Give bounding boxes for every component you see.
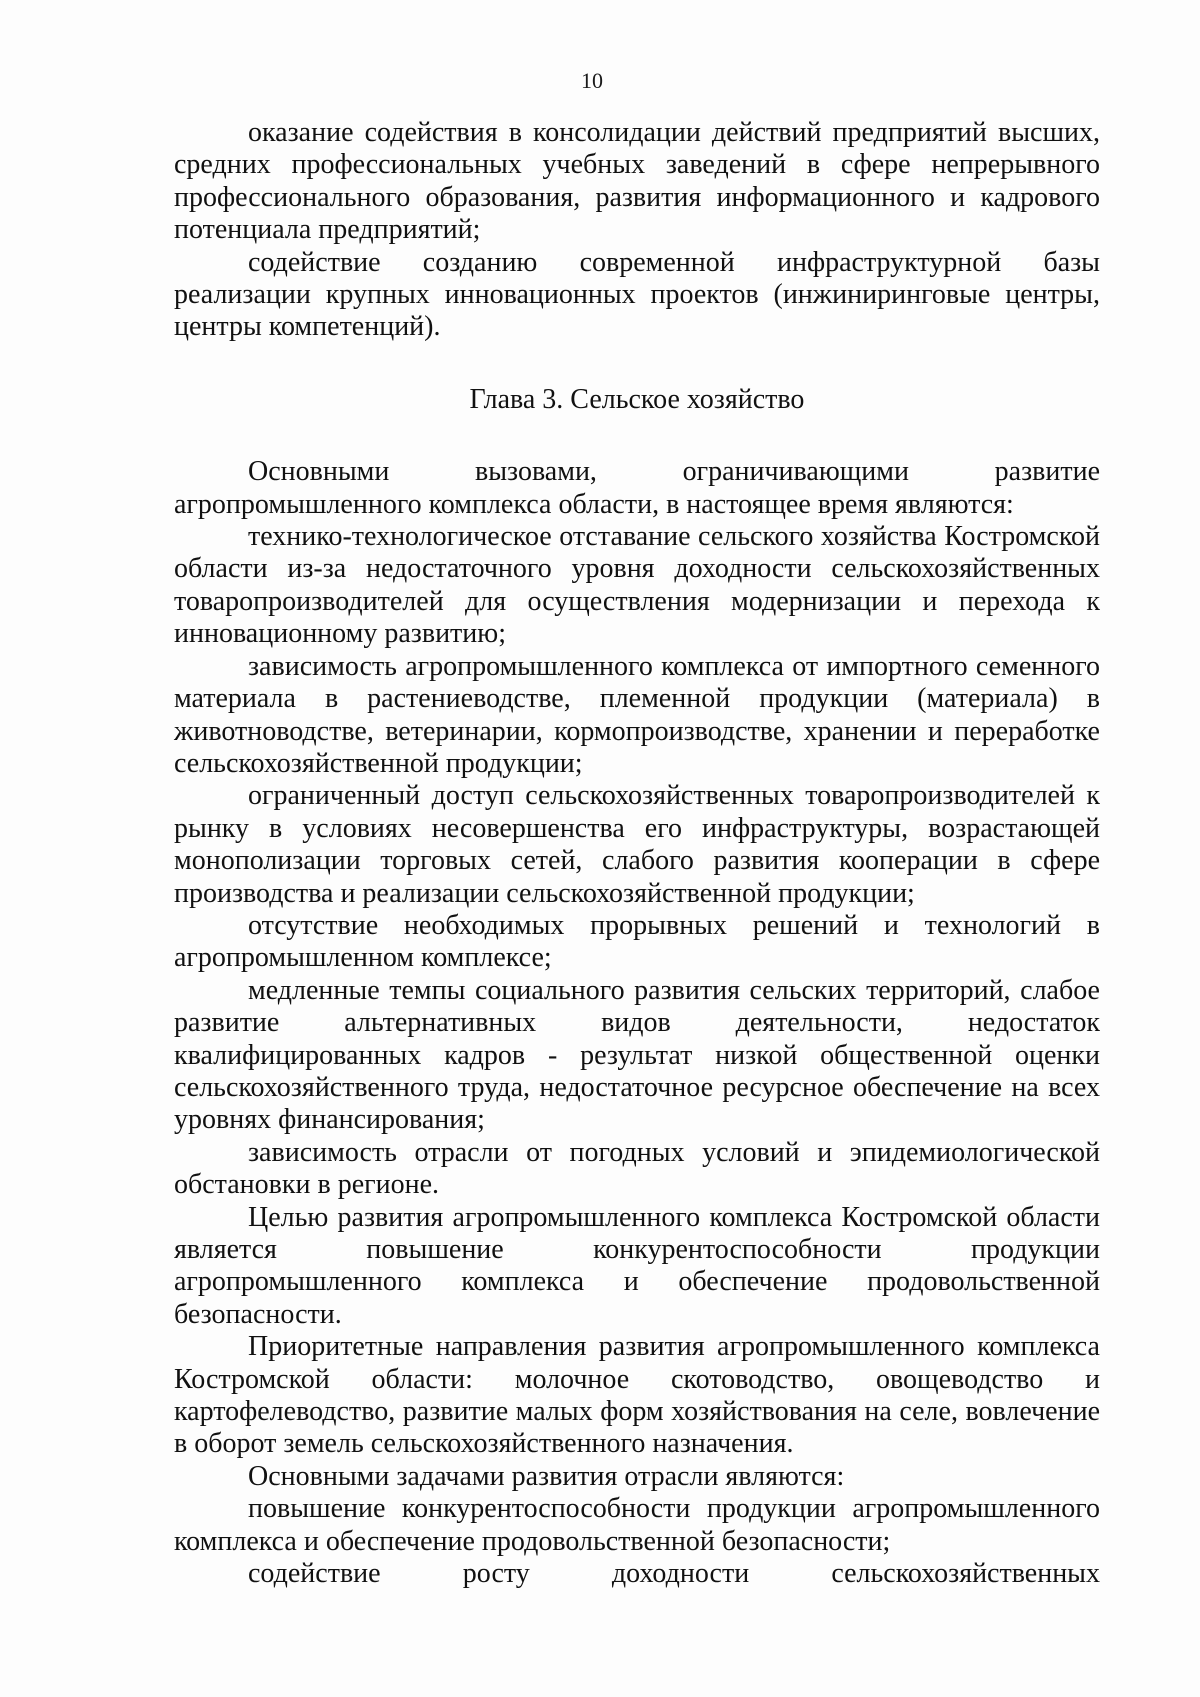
paragraph: медленные темпы социального развития сельских территорий, слабое развитие альтернативных видов деятельности, недостаток квалифицированных кадров - результат низкой общественной оценки сельскохозяйственного труда, недостаточное ресурсное обеспечение на всех уровнях финансирования; [174,974,1100,1136]
paragraph: отсутствие необходимых прорывных решений и технологий в агропромышленном комплексе; [174,909,1100,974]
paragraph: зависимость агропромышленного комплекса от импортного семенного материала в растениеводстве, племенной продукции (материала) в животноводстве, ветеринарии, кормопроизводстве, хранении и переработке сельскохозяйственной продукции; [174,650,1100,779]
document-body [174,117,1100,1590]
paragraph: Целью развития агропромышленного комплекса Костромской области является повышение конкурентоспособности продукции агропромышленного комплекса и обеспечение продовольственной безопасности. [174,1201,1100,1330]
paragraph: оказание содействия в консолидации действий предприятий высших, средних профессиональных учебных заведений в сфере непрерывного профессионального образования, развития информационного и кадрового потенциала предприятий; [174,117,1100,246]
paragraph: содействие созданию современной инфраструктурной базы реализации крупных инновационных проектов (инжиниринговые центры, центры компетенций). [174,246,1100,343]
paragraph: ограниченный доступ сельскохозяйственных товаропроизводителей к рынку в условиях несовершенства его инфраструктуры, возрастающей монополизации торговых сетей, слабого развития кооперации в сфере производства и реализации сельскохозяйственной продукции; [174,780,1100,909]
chapter-title: Глава 3. Сельское хозяйство [469,383,805,415]
paragraph: зависимость отрасли от погодных условий и эпидемиологической обстановки в регионе. [174,1136,1100,1201]
paragraph: повышение конкурентоспособности продукции агропромышленного комплекса и обеспечение продовольственной безопасности; [174,1493,1100,1557]
page-number: 10 [581,68,603,93]
paragraph: технико-технологическое отставание сельского хозяйства Костромской области из-за недостаточного уровня доходности сельскохозяйственных товаропроизводителей для осуществления модернизации и перехода к инновационному развитию; [174,521,1100,650]
paragraph: Приоритетные направления развития агропромышленного комплекса Костромской области: молочное скотоводство, овощеводство и картофелеводство, развитие малых форм хозяйствования на селе, вовлечение в оборот земель сельскохозяйственного назначения. [174,1331,1100,1460]
paragraph: Основными вызовами, ограничивающими развитие агропромышленного комплекса области, в настоящее время являются: [174,456,1100,520]
paragraph: содействие росту доходности сельскохозяйственных [248,1558,1100,1590]
paragraph: Основными задачами развития отрасли являются: [248,1460,845,1492]
